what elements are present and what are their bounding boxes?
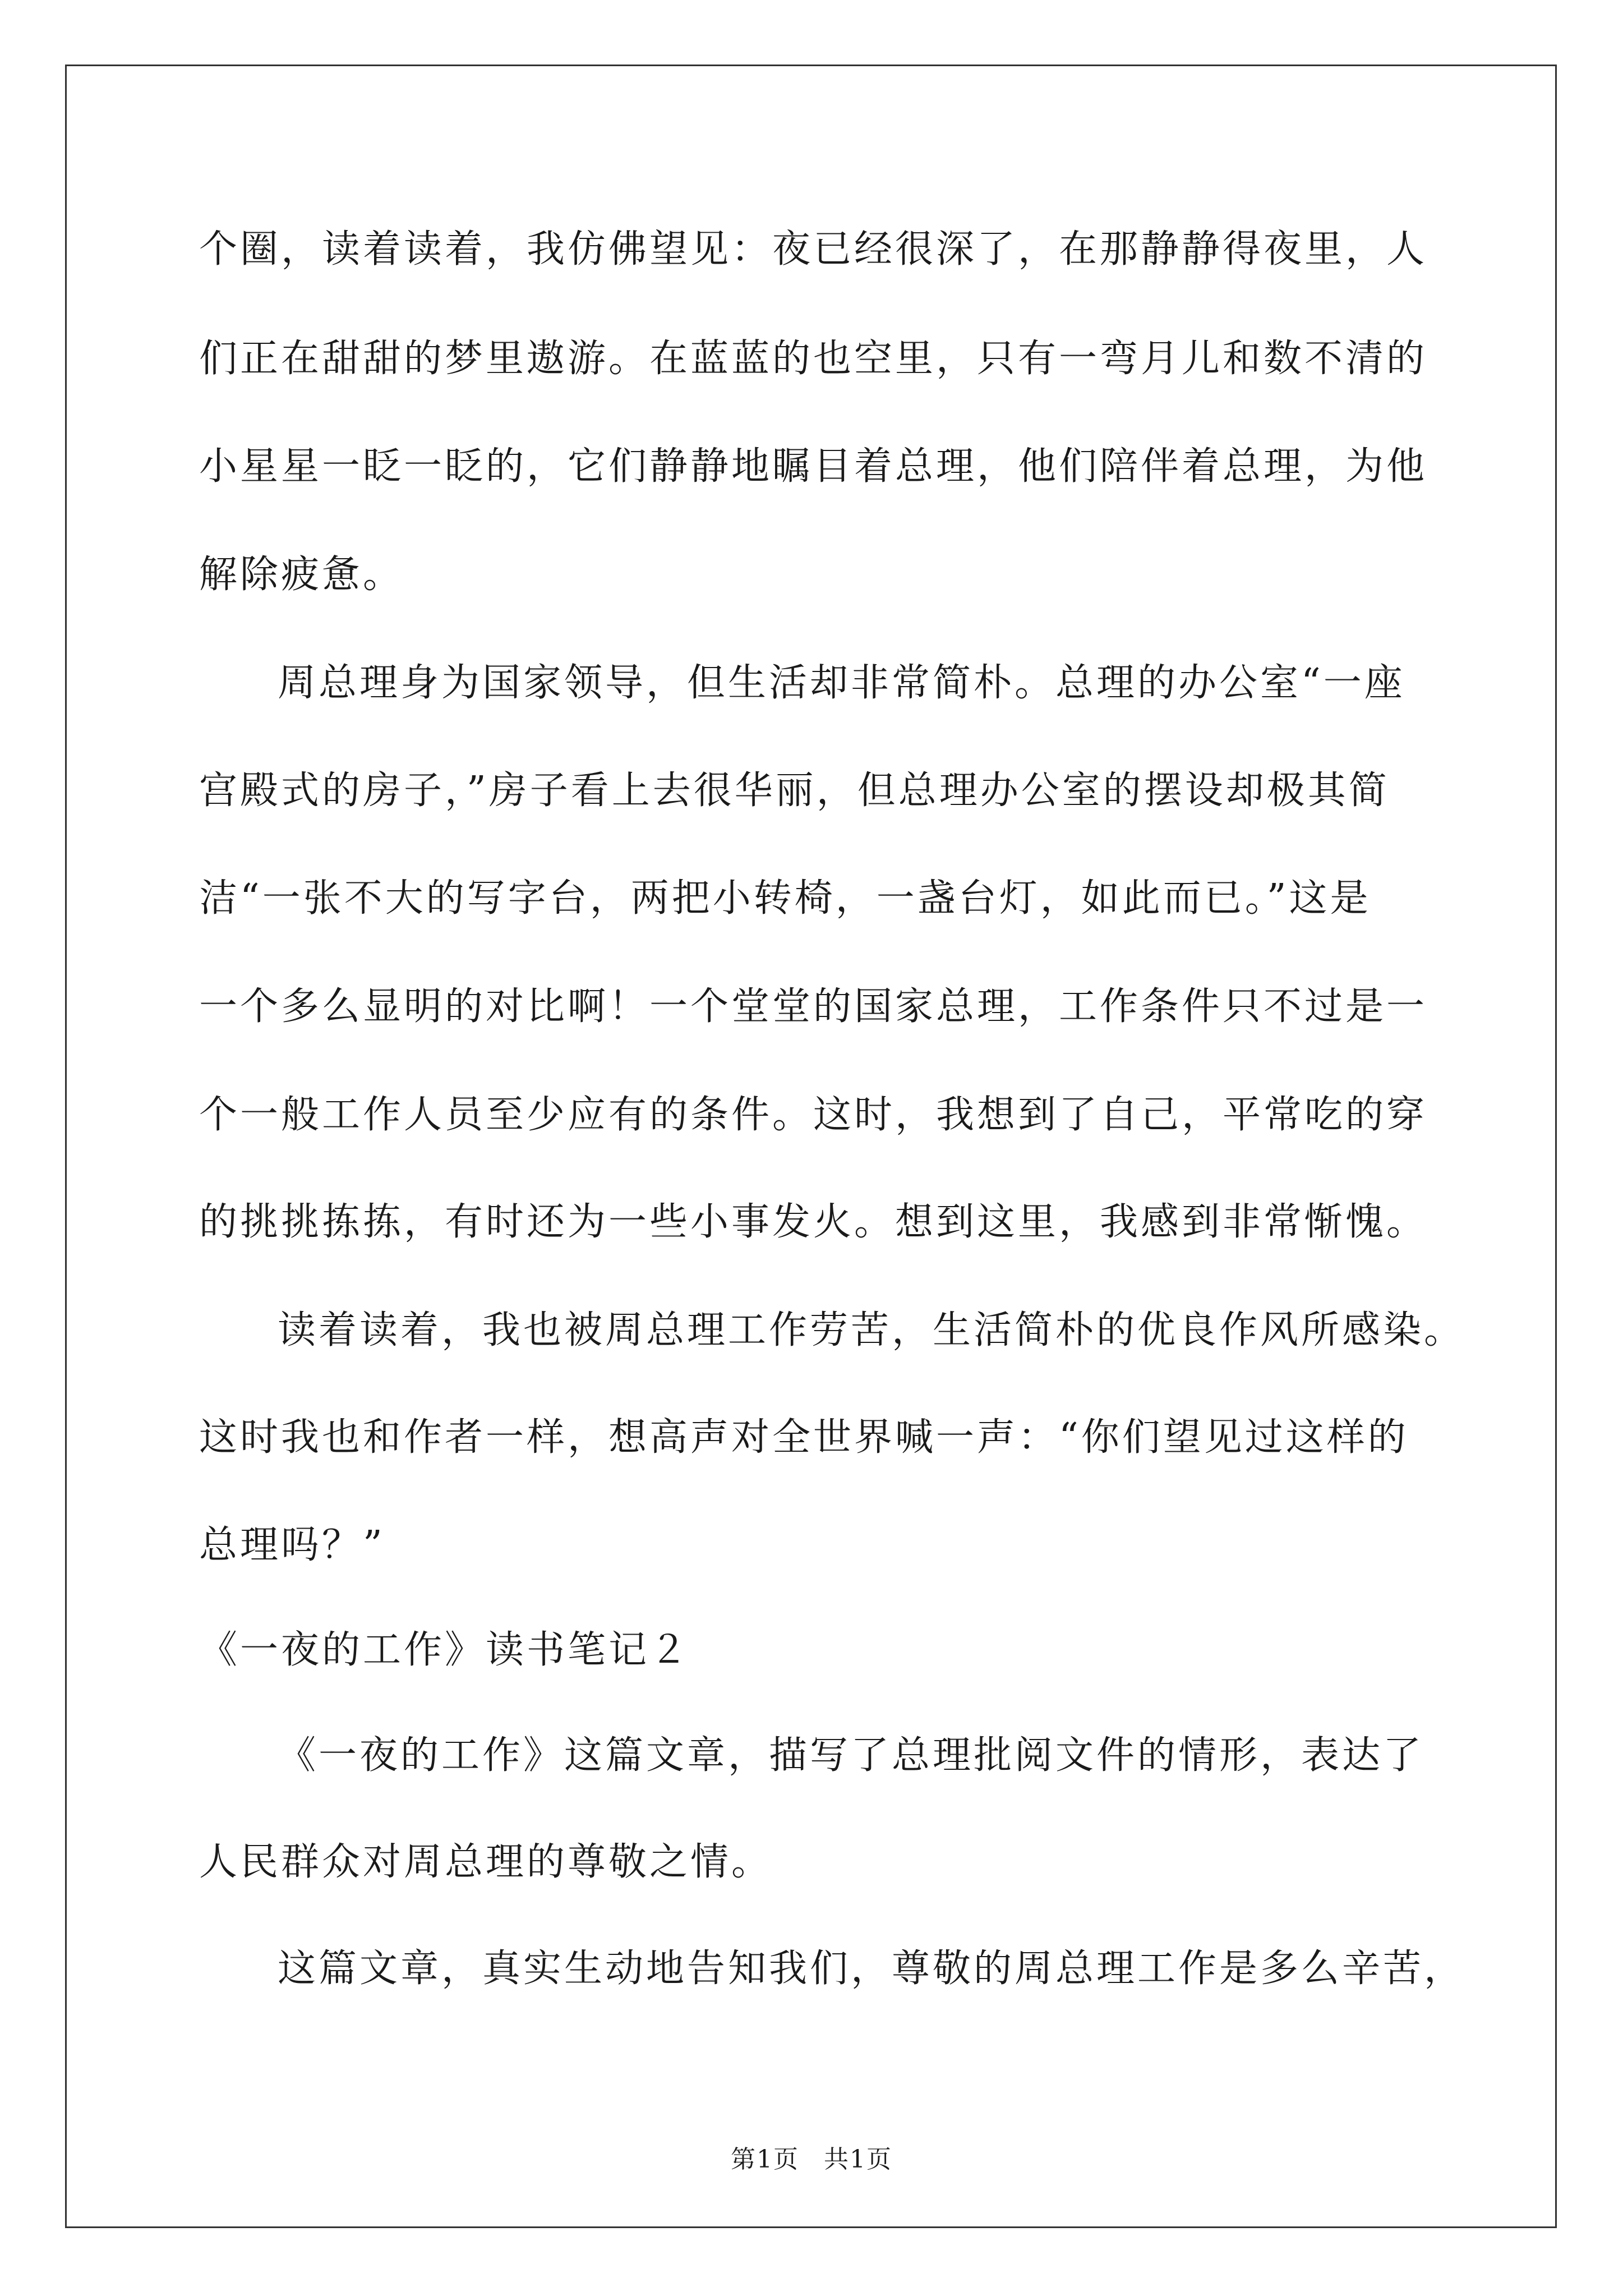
- body-text-line: 个圈，读着读着，我仿佛望见：夜已经很深了，在那静静得夜里，人: [199, 227, 1428, 272]
- page-border: [65, 65, 1557, 2228]
- body-text-line: 小星星一眨一眨的，它们静静地瞩目着总理，他们陪伴着总理，为他: [199, 444, 1428, 489]
- body-text-line: 的挑挑拣拣，有时还为一些小事发火。想到这里，我感到非常惭愧。: [199, 1200, 1428, 1244]
- body-text-line: 总理吗？”: [199, 1523, 385, 1567]
- paragraph-start-line: 这篇文章，真实生动地告知我们，尊敬的周总理工作是多么辛苦，: [278, 1947, 1465, 1991]
- body-text-line: 个一般工作人员至少应有的条件。这时，我想到了自己，平常吃的穿: [199, 1093, 1428, 1137]
- body-text-line: 一个多么显明的对比啊！一个堂堂的国家总理，工作条件只不过是一: [199, 984, 1428, 1029]
- body-text-line: 们正在甜甜的梦里遨游。在蓝蓝的也空里，只有一弯月儿和数不清的: [199, 337, 1428, 381]
- body-text-line: 解除疲惫。: [199, 553, 404, 597]
- body-text-line: 人民群众对周总理的尊敬之情。: [199, 1840, 773, 1884]
- paragraph-start-line: 周总理身为国家领导，但生活却非常简朴。总理的办公室“一座: [278, 661, 1405, 705]
- page-footer: [0, 2143, 1623, 2177]
- body-text-line: 洁“一张不大的写字台，两把小转椅，一盏台灯，如此而已。”这是: [199, 876, 1371, 921]
- body-text-line: 这时我也和作者一样，想高声对全世界喊一声：“你们望见过这样的: [199, 1415, 1409, 1460]
- body-text-line: 宫殿式的房子，”房子看上去很华丽，但总理办公室的摆设却极其简: [199, 769, 1390, 813]
- page-number-current: 第1页: [731, 2145, 799, 2174]
- section-heading: 《一夜的工作》读书笔记２: [199, 1628, 691, 1672]
- page-number-total: 共1页: [824, 2145, 892, 2174]
- paragraph-start-line: 《一夜的工作》这篇文章，描写了总理批阅文件的情形，表达了: [278, 1733, 1424, 1778]
- paragraph-start-line: 读着读着，我也被周总理工作劳苦，生活简朴的优良作风所感染。: [278, 1308, 1465, 1352]
